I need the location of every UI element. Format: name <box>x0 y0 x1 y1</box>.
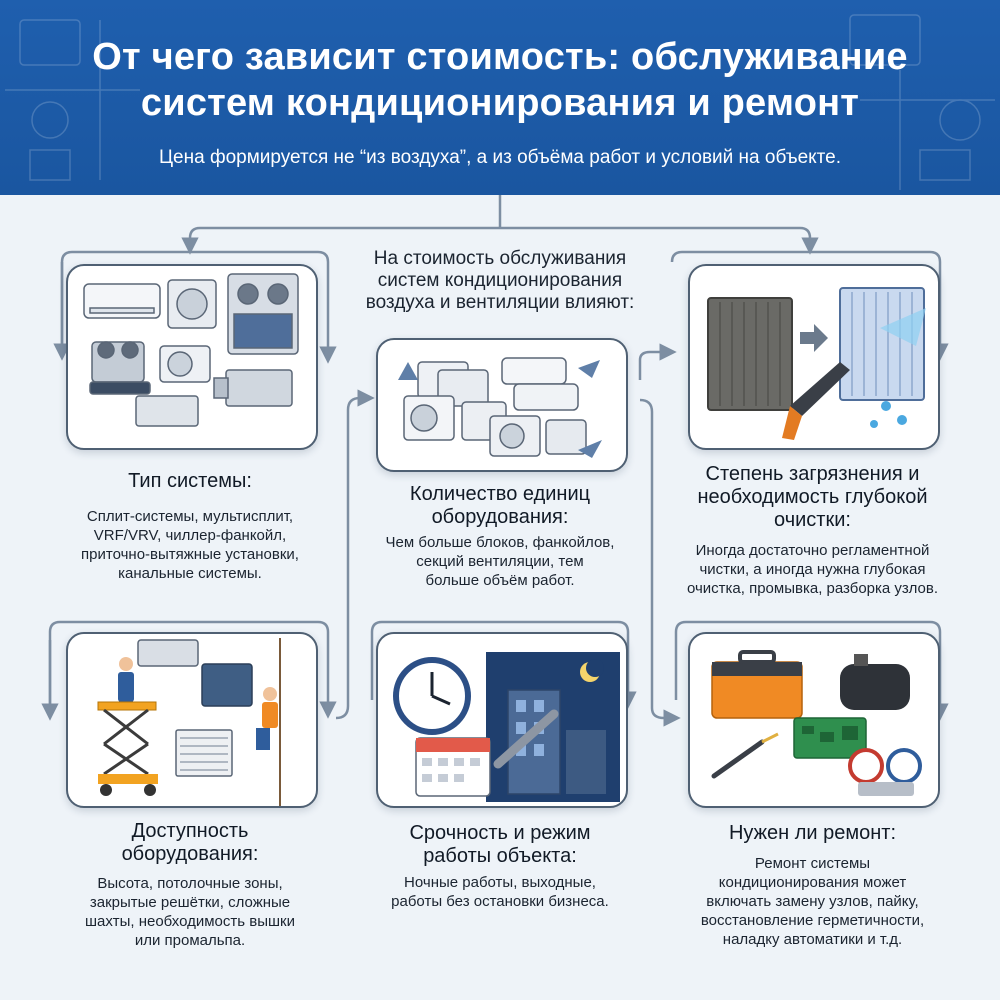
technicians-at-height-illustration-icon <box>68 634 316 806</box>
heading-line: необходимость глубокой <box>697 486 928 508</box>
header-banner <box>0 0 1000 195</box>
repair-heading <box>660 822 965 845</box>
hvac-units-illustration-icon <box>68 266 316 448</box>
intro-line-3: воздуха и вентиляции влияют: <box>365 292 635 313</box>
unit-count-card <box>376 338 628 472</box>
title-line-1: От чего зависит стоимость: обслуживание <box>92 36 908 78</box>
desc-line: Высота, потолочные зоны, <box>97 875 283 892</box>
desc-line: Сплит-системы, мультисплит, <box>86 508 294 525</box>
heading-line: Срочность и режим <box>409 822 591 844</box>
accessibility-card <box>66 632 318 808</box>
repair-card <box>688 632 940 808</box>
unit-count-description <box>350 533 650 590</box>
system-type-card <box>66 264 318 450</box>
heading-line: Тип системы: <box>128 470 252 492</box>
repair-description <box>660 854 965 949</box>
contamination-card <box>688 264 940 450</box>
desc-line: шахты, необходимость вышки <box>85 913 295 930</box>
desc-line: чистки, а иногда нужна глубокая <box>699 561 926 578</box>
heading-line: работы объекта: <box>423 845 577 867</box>
desc-line: или промальпа. <box>134 932 246 949</box>
heading-line: оборудования: <box>121 843 259 865</box>
desc-line: больше объём работ. <box>425 572 575 589</box>
urgency-card <box>376 632 628 808</box>
urgency-heading <box>350 822 650 868</box>
intro-line-2: систем кондиционирования <box>377 270 623 291</box>
many-units-illustration-icon <box>378 340 626 470</box>
desc-line: наладку автоматики и т.д. <box>722 931 903 948</box>
desc-line: включать замену узлов, пайку, <box>706 893 919 910</box>
desc-line: канальные системы. <box>118 565 262 582</box>
heading-line: Доступность <box>131 820 249 842</box>
contamination-description <box>660 541 965 598</box>
page-subtitle: Цена формируется не “из воздуха”, а из объёма работ и условий на объекте. <box>158 147 842 168</box>
accessibility-description <box>40 874 340 950</box>
repair-tools-illustration-icon <box>690 634 938 806</box>
desc-line: Чем больше блоков, фанкойлов, <box>385 534 615 551</box>
desc-line: кондиционирования может <box>718 874 907 891</box>
accessibility-heading <box>40 820 340 866</box>
desc-line: Иногда достаточно регламентной <box>695 542 930 559</box>
desc-line: закрытые решётки, сложные <box>89 894 291 911</box>
heading-line: очистки: <box>774 509 851 531</box>
desc-line: VRF/VRV, чиллер-фанкойл, <box>93 527 287 544</box>
desc-line: Ночные работы, выходные, <box>404 874 596 891</box>
desc-line: приточно-вытяжные установки, <box>81 546 299 563</box>
heading-line: Количество единиц <box>409 483 591 505</box>
heading-line: оборудования: <box>431 506 569 528</box>
contamination-heading <box>670 463 955 532</box>
desc-line: восстановление герметичности, <box>700 912 925 929</box>
dirty-filter-washing-illustration-icon <box>690 266 938 448</box>
unit-count-heading <box>350 483 650 529</box>
desc-line: Ремонт системы <box>754 855 871 872</box>
desc-line: секций вентиляции, тем <box>416 553 584 570</box>
intro-line-1: На стоимость обслуживания <box>373 248 627 269</box>
title-line-2: систем кондиционирования и ремонт <box>140 82 860 124</box>
urgency-description <box>350 873 650 911</box>
clock-calendar-night-building-illustration-icon <box>378 634 626 806</box>
system-type-heading <box>40 470 340 493</box>
heading-line: Степень загрязнения и <box>705 463 920 485</box>
page-title <box>0 34 1000 126</box>
desc-line: работы без остановки бизнеса. <box>391 893 609 910</box>
system-type-description <box>40 507 340 583</box>
intro-text <box>330 248 670 314</box>
heading-line: Нужен ли ремонт: <box>728 822 897 844</box>
desc-line: очистка, промывка, разборка узлов. <box>686 580 939 597</box>
